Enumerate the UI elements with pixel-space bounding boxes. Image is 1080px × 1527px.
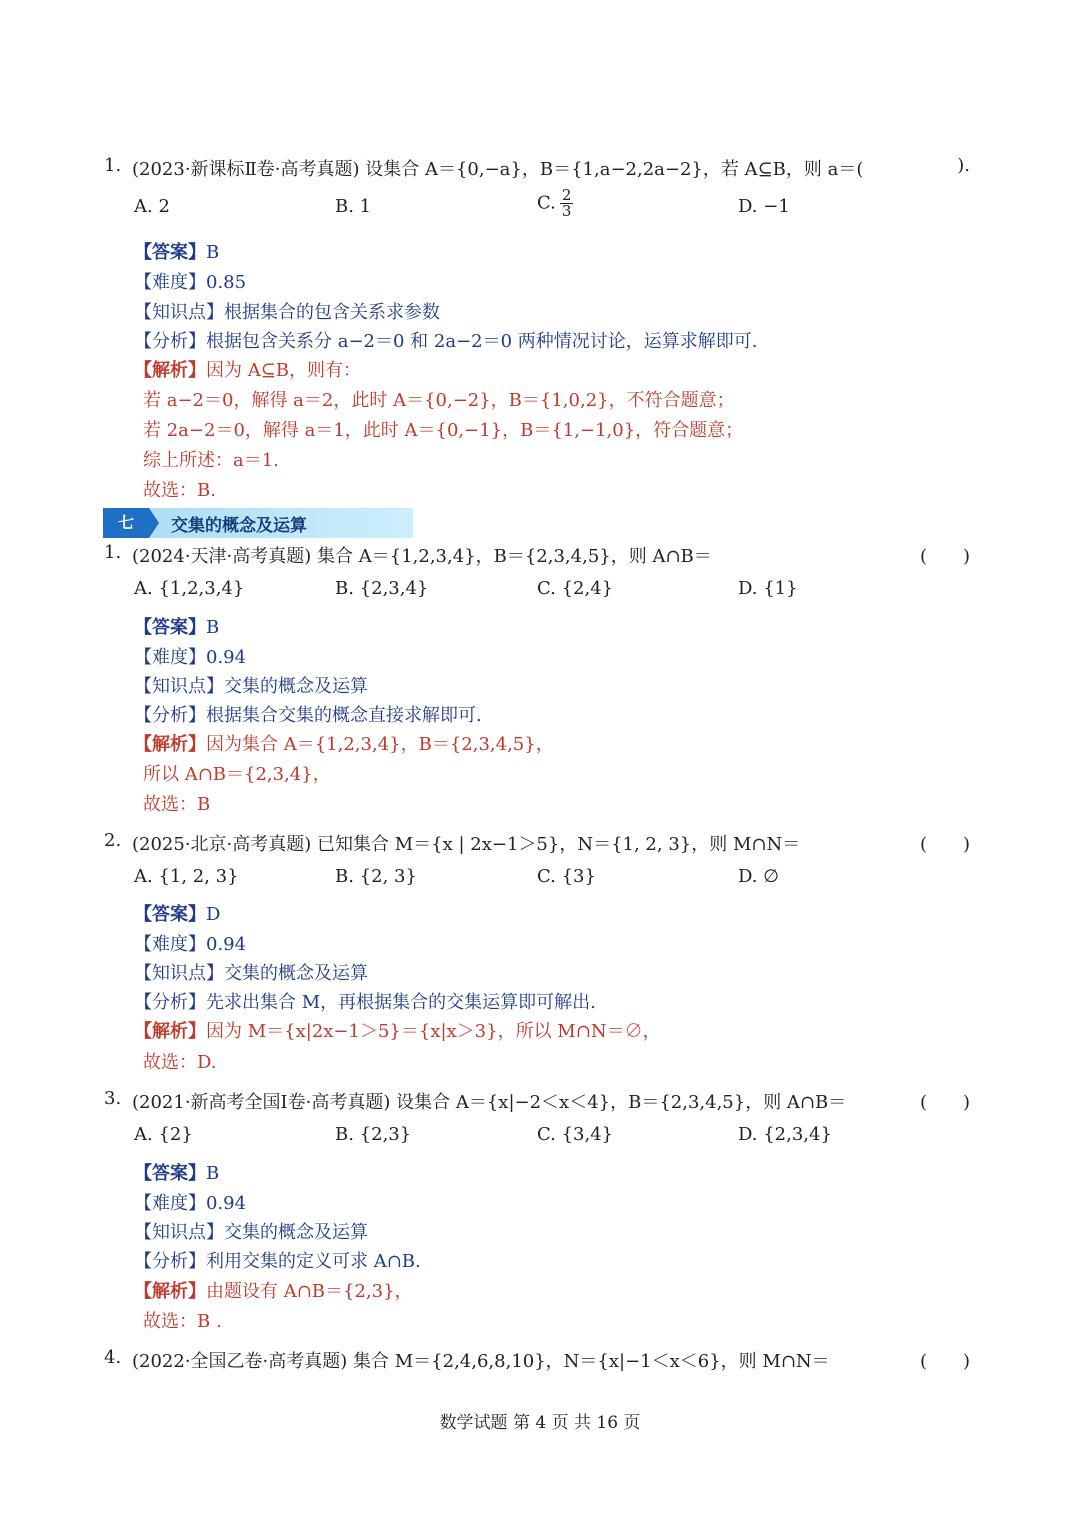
knowledge-tag: 【知识点】	[134, 676, 224, 697]
option-b: B. {2, 3}	[335, 866, 417, 887]
solution-step: 故选：B.	[143, 480, 216, 501]
question-text: (2024·天津·高考真题) 集合 A＝{1,2,3,4}，B＝{2,3,4,5}，则 A∩B＝	[132, 546, 712, 567]
solution-step: 若 2a−2＝0，解得 a＝1，此时 A＝{0,−1}，B＝{1,−1,0}，符合题意；	[143, 420, 744, 441]
question-text: (2021·新高考全国Ⅰ卷·高考真题) 设集合 A＝{x|−2＜x＜4}，B＝{2,3,4,5}，则 A∩B＝	[132, 1092, 847, 1113]
option-c	[537, 188, 573, 219]
options-row	[134, 186, 934, 226]
analysis-line	[134, 988, 596, 1014]
analysis-tag: 【分析】	[134, 331, 206, 352]
fraction-numerator: 2	[561, 186, 572, 204]
analysis-value: 根据集合交集的概念直接求解即可.	[206, 705, 482, 726]
analysis-value: 根据包含关系分 a−2＝0 和 2a−2＝0 两种情况讨论，运算求解即可.	[206, 331, 758, 352]
analysis-line	[134, 701, 482, 727]
question-text: (2023·新课标Ⅱ卷·高考真题) 设集合 A＝{0,−a}，B＝{1,a−2,2a−2}，若 A⊆B，则 a＝(	[132, 159, 864, 180]
knowledge-value: 交集的概念及运算	[224, 963, 368, 984]
question-number: 3.	[104, 1088, 122, 1109]
option-c-label: C.	[537, 192, 556, 214]
solution-line	[134, 1277, 413, 1303]
answer-line	[134, 238, 219, 264]
difficulty-tag: 【难度】	[134, 934, 206, 955]
difficulty-tag: 【难度】	[134, 1193, 206, 1214]
analysis-line	[134, 327, 758, 353]
solution-step: 故选：B .	[143, 1311, 222, 1332]
difficulty-value: 0.94	[206, 647, 247, 668]
solution-value: 由题设有 A∩B＝{2,3}，	[206, 1281, 413, 1302]
knowledge-line	[134, 959, 368, 985]
section-number: 七	[103, 508, 149, 538]
answer-value: B	[206, 242, 220, 263]
knowledge-tag: 【知识点】	[134, 963, 224, 984]
answer-tag: 【答案】	[134, 617, 206, 638]
question-number: 1.	[104, 542, 122, 563]
question-2	[104, 830, 976, 858]
question-number: 1.	[104, 155, 122, 176]
option-a: A. 2	[134, 196, 170, 217]
answer-line	[134, 900, 220, 926]
page-footer: 数学试题 第 4 页 共 16 页	[439, 1413, 641, 1433]
answer-paren: ).	[957, 155, 970, 176]
option-a: A. {2}	[134, 1124, 193, 1145]
difficulty-value: 0.85	[206, 272, 247, 293]
answer-tag: 【答案】	[134, 242, 206, 263]
analysis-value: 利用交集的定义可求 A∩B.	[206, 1251, 421, 1272]
solution-step: 所以 A∩B＝{2,3,4}，	[143, 764, 331, 785]
difficulty-line	[134, 268, 246, 294]
option-d: D. {2,3,4}	[738, 1124, 832, 1145]
solution-line	[134, 730, 554, 756]
analysis-tag: 【分析】	[134, 992, 206, 1013]
knowledge-line	[134, 672, 368, 698]
solution-tag: 【解析】	[134, 360, 206, 381]
solution-step: 综上所述：a＝1.	[143, 450, 279, 471]
difficulty-line	[134, 643, 246, 669]
option-b: B. {2,3}	[335, 1124, 412, 1145]
question-text: (2025·北京·高考真题) 已知集合 M＝{x | 2x−1＞5}，N＝{1, 2, 3}，则 M∩N＝	[132, 834, 801, 855]
solution-step: 故选：D.	[143, 1052, 217, 1073]
knowledge-value: 根据集合的包含关系求参数	[224, 302, 440, 323]
fraction-denominator: 3	[561, 202, 572, 220]
difficulty-line	[134, 1189, 246, 1215]
section-notch	[149, 508, 159, 538]
option-b: B. 1	[335, 196, 372, 217]
solution-value: 因为集合 A＝{1,2,3,4}，B＝{2,3,4,5}，	[206, 734, 554, 755]
knowledge-line	[134, 1218, 368, 1244]
knowledge-line	[134, 298, 440, 324]
option-d: D. {1}	[738, 578, 798, 599]
solution-value: 因为 A⊆B，则有：	[206, 360, 362, 381]
options-row	[134, 578, 934, 608]
solution-step: 故选：B	[143, 794, 211, 815]
option-c: C. {3,4}	[537, 1124, 614, 1145]
answer-line	[134, 1159, 219, 1185]
solution-tag: 【解析】	[134, 734, 206, 755]
solution-tag: 【解析】	[134, 1281, 206, 1302]
answer-line	[134, 613, 219, 639]
option-a: A. {1,2,3,4}	[134, 578, 245, 599]
difficulty-tag: 【难度】	[134, 647, 206, 668]
analysis-value: 先求出集合 M，再根据集合的交集运算即可解出.	[206, 992, 596, 1013]
analysis-tag: 【分析】	[134, 705, 206, 726]
solution-step: 若 a−2＝0，解得 a＝2，此时 A＝{0,−2}，B＝{1,0,2}，不符合题意；	[143, 390, 735, 411]
analysis-line	[134, 1247, 421, 1273]
solution-line	[134, 1017, 661, 1043]
fraction	[560, 188, 574, 219]
option-b: B. {2,3,4}	[335, 578, 429, 599]
answer-paren: ( )	[919, 1351, 970, 1372]
knowledge-tag: 【知识点】	[134, 1222, 224, 1243]
answer-tag: 【答案】	[134, 1163, 206, 1184]
section-header	[103, 508, 413, 538]
analysis-tag: 【分析】	[134, 1251, 206, 1272]
question-prev	[104, 155, 976, 183]
answer-paren: ( )	[919, 546, 970, 567]
question-number: 4.	[104, 1347, 122, 1368]
difficulty-value: 0.94	[206, 934, 247, 955]
answer-value: D	[206, 904, 221, 925]
difficulty-value: 0.94	[206, 1193, 247, 1214]
question-3	[104, 1088, 976, 1116]
option-c: C. {2,4}	[537, 578, 614, 599]
question-4	[104, 1347, 976, 1375]
question-1	[104, 542, 976, 570]
options-row	[134, 1124, 934, 1154]
answer-value: B	[206, 617, 220, 638]
section-title: 交集的概念及运算	[171, 516, 307, 536]
option-d: D. ∅	[738, 866, 779, 887]
knowledge-tag: 【知识点】	[134, 302, 224, 323]
knowledge-value: 交集的概念及运算	[224, 676, 368, 697]
option-a: A. {1, 2, 3}	[134, 866, 239, 887]
solution-tag: 【解析】	[134, 1021, 206, 1042]
option-d: D. −1	[738, 196, 790, 217]
question-text: (2022·全国乙卷·高考真题) 集合 M＝{2,4,6,8,10}，N＝{x|−1＜x＜6}，则 M∩N＝	[132, 1351, 830, 1372]
answer-paren: ( )	[919, 1092, 970, 1113]
options-row	[134, 866, 934, 896]
difficulty-line	[134, 930, 246, 956]
option-c: C. {3}	[537, 866, 596, 887]
solution-value: 因为 M＝{x|2x−1＞5}＝{x|x＞3}，所以 M∩N＝∅，	[206, 1021, 661, 1042]
difficulty-tag: 【难度】	[134, 272, 206, 293]
solution-line	[134, 356, 361, 382]
answer-value: B	[206, 1163, 220, 1184]
knowledge-value: 交集的概念及运算	[224, 1222, 368, 1243]
answer-tag: 【答案】	[134, 904, 206, 925]
answer-paren: ( )	[919, 834, 970, 855]
question-number: 2.	[104, 830, 122, 851]
